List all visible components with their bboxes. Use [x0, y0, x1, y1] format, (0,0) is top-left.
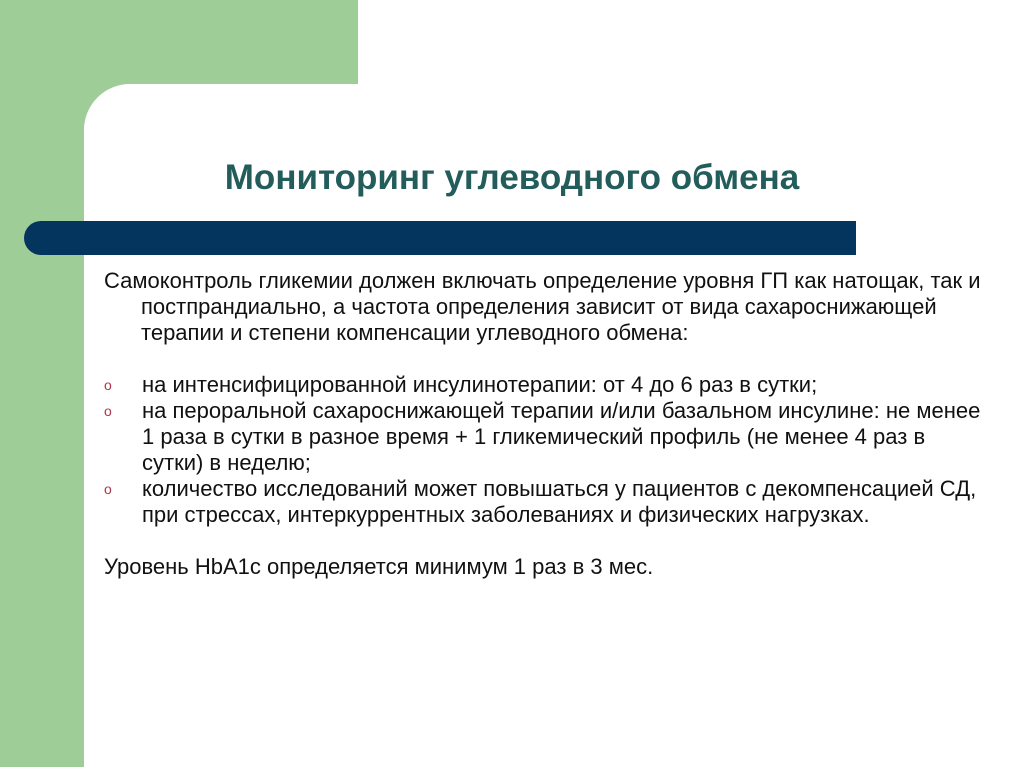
slide-body	[104, 268, 984, 580]
bullet-text: на пероральной сахароснижающей терапии и/или базальном инсулине: не менее 1 раза в сутки в разное время + 1 гликемический профиль (не менее 4 раз в сутки) в неделю;	[142, 398, 981, 475]
bullet-list	[104, 372, 984, 528]
bullet-text: количество исследований может повышаться у пациентов с декомпенсацией СД, при стрессах, интеркуррентных заболеваниях и физических нагрузках.	[142, 476, 977, 527]
bullet-item	[104, 372, 984, 398]
bullet-marker-icon: o	[104, 377, 112, 393]
hba1c-note: Уровень HbA1c определяется минимум 1 раз в 3 мес.	[104, 554, 654, 579]
bullet-marker-icon: o	[104, 481, 112, 497]
bullet-item	[104, 476, 984, 528]
title-underline-bar	[24, 221, 856, 255]
bullet-text: на интенсифицированной инсулинотерапии: от 4 до 6 раз в сутки;	[142, 372, 818, 397]
bullet-marker-icon: o	[104, 403, 112, 419]
intro-paragraph: Самоконтроль гликемии должен включать определение уровня ГП как натощак, так и постпрандиально, а частота определения зависит от вида сахароснижающей терапии и степени компенсации углеводного обмена:	[104, 268, 981, 345]
slide-title: Мониторинг углеводного обмена	[224, 158, 800, 197]
bullet-item	[104, 398, 984, 476]
